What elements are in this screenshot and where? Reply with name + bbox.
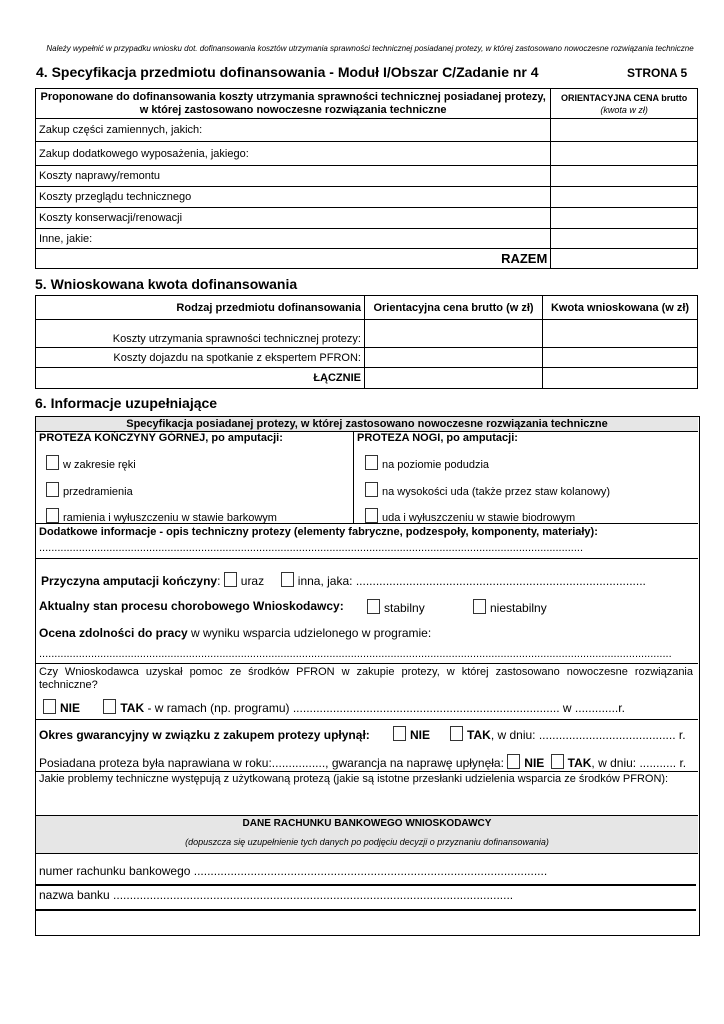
section-5-price-input[interactable] xyxy=(364,320,542,348)
divider xyxy=(36,558,698,559)
cost-row-input[interactable] xyxy=(551,187,698,208)
checkbox[interactable] xyxy=(473,599,486,614)
section-5-total-price-input[interactable] xyxy=(364,368,542,389)
price-head-sub: (kwota w zł) xyxy=(600,104,648,115)
section-5-total-amount-input[interactable] xyxy=(543,368,698,389)
repair-yes-label: TAK xyxy=(567,756,592,770)
section-5-title: 5. Wnioskowana kwota dofinansowania xyxy=(35,276,298,292)
pfron-yes-details[interactable]: - w ramach (np. programu) ................................................................................ w .............r. xyxy=(144,701,625,715)
divider xyxy=(36,719,698,720)
section-4-head-right xyxy=(551,89,698,119)
warranty-yes-label: TAK xyxy=(467,728,491,742)
section-5-row-label: Koszty dojazdu na spotkanie z ekspertem PFRON: xyxy=(36,348,365,368)
divider xyxy=(36,771,698,772)
section-4-table xyxy=(35,88,698,269)
warranty-label: Okres gwarancyjny w związku z zakupem protezy upłynął: xyxy=(39,728,370,742)
divider xyxy=(36,884,696,886)
upper-opt-hand-label: w zakresie ręki xyxy=(63,459,136,471)
problems-label: Jakie problemy techniczne występują z użytkowaną protezą (jakie są istotne przesłanki udzielenia wsparcia ze środków PFRON): xyxy=(39,773,669,785)
disease-state-label: Aktualny stan procesu chorobowego Wnioskodawcy: xyxy=(39,599,344,613)
section-4-total-input[interactable] xyxy=(551,249,698,269)
lower-opt-shin-label: na poziomie podudzia xyxy=(382,459,490,471)
divider xyxy=(36,663,698,664)
upper-opt-hand[interactable] xyxy=(46,455,136,471)
repair-no-checkbox[interactable] xyxy=(507,754,520,769)
column-divider xyxy=(353,431,354,523)
pfron-question: Czy Wnioskodawca uzyskał pomoc ze środków PFRON w zakupie protezy, w której zastosowano nowoczesne rozwiązania techniczne? xyxy=(39,666,693,691)
cost-row-input[interactable] xyxy=(551,119,698,142)
state-stable-option[interactable] xyxy=(367,599,425,615)
warranty-row xyxy=(39,728,370,742)
extra-info-input[interactable]: .................................................................................................................................................................................. xyxy=(39,542,583,554)
warranty-yes-details[interactable]: , w dniu: ......................................... r. xyxy=(490,728,686,742)
checkbox[interactable] xyxy=(46,455,59,470)
section-5-col2-head: Orientacyjna cena brutto (w zł) xyxy=(364,296,542,320)
checkbox[interactable] xyxy=(365,508,378,523)
cost-row-label: Koszty przeglądu technicznego xyxy=(36,187,551,208)
cost-row-label: Zakup części zamiennych, jakich: xyxy=(36,119,551,142)
state-stable-label: stabilny xyxy=(384,601,425,615)
pfron-answer-row xyxy=(43,699,625,715)
warranty-options xyxy=(393,726,686,742)
section-5-table xyxy=(35,295,698,389)
section-5-total-label: ŁĄCZNIE xyxy=(36,368,365,389)
section-5-amount-input[interactable] xyxy=(543,348,698,368)
state-unstable-label: niestabilny xyxy=(490,601,547,615)
pfron-no-label: NIE xyxy=(60,701,81,715)
cost-row-label: Koszty naprawy/remontu xyxy=(36,166,551,187)
cause-injury-label: uraz xyxy=(240,574,265,588)
upper-opt-forearm-label: przedramienia xyxy=(63,486,133,498)
lower-opt-hip[interactable] xyxy=(365,508,575,524)
section-5-amount-input[interactable] xyxy=(543,320,698,348)
upper-opt-arm[interactable] xyxy=(46,508,277,524)
lower-opt-hip-label: uda i wyłuszczeniu w stawie biodrowym xyxy=(382,512,576,524)
disease-state-row xyxy=(39,599,344,613)
cause-other-checkbox[interactable] xyxy=(281,572,294,587)
problems-input[interactable] xyxy=(36,787,698,815)
repair-yes-details[interactable]: , w dniu: ........... r. xyxy=(591,756,687,770)
cost-row-input[interactable] xyxy=(551,208,698,229)
lower-opt-shin[interactable] xyxy=(365,455,489,471)
cost-row-label: Inne, jakie: xyxy=(36,229,551,249)
cause-injury-checkbox[interactable] xyxy=(224,572,237,587)
amputation-cause-row xyxy=(41,572,646,588)
pfron-yes-checkbox[interactable] xyxy=(103,699,116,714)
work-ability-label-rest: w wyniku wsparcia udzielonego w programie: xyxy=(187,626,432,640)
warranty-no-label: NIE xyxy=(410,728,431,742)
checkbox[interactable] xyxy=(365,455,378,470)
repair-no-label: NIE xyxy=(524,756,545,770)
section-5-price-input[interactable] xyxy=(364,348,542,368)
account-number-field[interactable]: numer rachunku bankowego .......................................................................................................... xyxy=(39,864,548,878)
divider xyxy=(36,909,696,911)
bank-note: (dopuszcza się uzupełnienie tych danych po podjęciu decyzji o przyznaniu dofinansowania) xyxy=(185,837,549,847)
lower-opt-thigh-label: na wysokości uda (także przez staw kolanowy) xyxy=(382,486,611,498)
price-head-label: ORIENTACYJNA CENA brutto xyxy=(561,92,688,103)
upper-limb-title: PROTEZA KOŃCZYNY GÓRNEJ, po amputacji: xyxy=(39,432,283,444)
cost-row-input[interactable] xyxy=(551,229,698,249)
warranty-no-checkbox[interactable] xyxy=(393,726,406,741)
pfron-yes-label: TAK xyxy=(120,701,145,715)
work-ability-label-bold: Ocena zdolności do pracy xyxy=(39,626,188,640)
checkbox[interactable] xyxy=(46,482,59,497)
checkbox[interactable] xyxy=(367,599,380,614)
section-4-title-module: - Moduł I/Obszar C/Zadanie nr 4 xyxy=(325,64,539,80)
state-unstable-option[interactable] xyxy=(473,599,547,615)
work-ability-input[interactable]: ............................................................................................................................................................................................................... xyxy=(39,648,672,660)
cost-row-input[interactable] xyxy=(551,166,698,187)
page-number: STRONA 5 xyxy=(627,66,688,80)
work-ability-row xyxy=(39,626,431,640)
amputation-cause-colon: : xyxy=(217,574,221,588)
upper-opt-arm-label: ramienia i wyłuszczeniu w stawie barkowym xyxy=(63,512,277,524)
warranty-yes-checkbox[interactable] xyxy=(450,726,463,741)
section-6-title: 6. Informacje uzupełniające xyxy=(35,395,218,411)
upper-opt-forearm[interactable] xyxy=(46,482,133,498)
section-4-title-main: 4. Specyfikacja przedmiotu dofinansowania xyxy=(36,64,326,80)
cost-row-label: Koszty konserwacji/renowacji xyxy=(36,208,551,229)
checkbox[interactable] xyxy=(365,482,378,497)
instruction-note: Należy wypełnić w przypadku wniosku dot. dofinansowania kosztów utrzymania sprawności technicznej posiadanej protezy, w której zastosowano nowoczesne rozwiązania techniczne xyxy=(46,44,694,53)
checkbox[interactable] xyxy=(46,508,59,523)
repair-yes-checkbox[interactable] xyxy=(551,754,564,769)
section-4-head-left: Proponowane do dofinansowania koszty utrzymania sprawności technicznej posiadanej protezy, w której zastosowano nowoczesne rozwiązania techniczne xyxy=(36,89,551,119)
divider xyxy=(36,523,698,524)
prosthesis-spec-header: Specyfikacja posiadanej protezy, w której zastosowano nowoczesne rozwiązania techniczne xyxy=(36,417,698,432)
pfron-no-checkbox[interactable] xyxy=(43,699,56,714)
section-5-row-label: Koszty utrzymania sprawności technicznej protezy: xyxy=(36,320,365,348)
amputation-cause-label: Przyczyna amputacji kończyny xyxy=(41,574,218,588)
section-4-title xyxy=(36,64,539,80)
bank-name-field[interactable]: nazwa banku ........................................................................................................................ xyxy=(39,888,514,902)
repair-text[interactable]: Posiadana proteza była naprawiana w roku:................, gwarancja na naprawę upłynęła: xyxy=(39,756,504,770)
extra-info-label: Dodatkowe informacje - opis techniczny protezy (elementy fabryczne, podzespoły, komponenty, materiały): xyxy=(39,526,598,538)
cause-other-label[interactable]: inna, jaka: ....................................................................................... xyxy=(297,574,646,588)
repair-row xyxy=(39,754,686,770)
section-5-col1-head: Rodzaj przedmiotu dofinansowania xyxy=(36,296,365,320)
section-4-total-label: RAZEM xyxy=(36,249,551,269)
cost-row-label: Zakup dodatkowego wyposażenia, jakiego: xyxy=(36,142,551,166)
lower-opt-thigh[interactable] xyxy=(365,482,610,498)
bank-title: DANE RACHUNKU BANKOWEGO WNIOSKODAWCY xyxy=(242,818,492,829)
lower-limb-title: PROTEZA NOGI, po amputacji: xyxy=(357,432,518,444)
cost-row-input[interactable] xyxy=(551,142,698,166)
section-5-col3-head: Kwota wnioskowana (w zł) xyxy=(543,296,698,320)
